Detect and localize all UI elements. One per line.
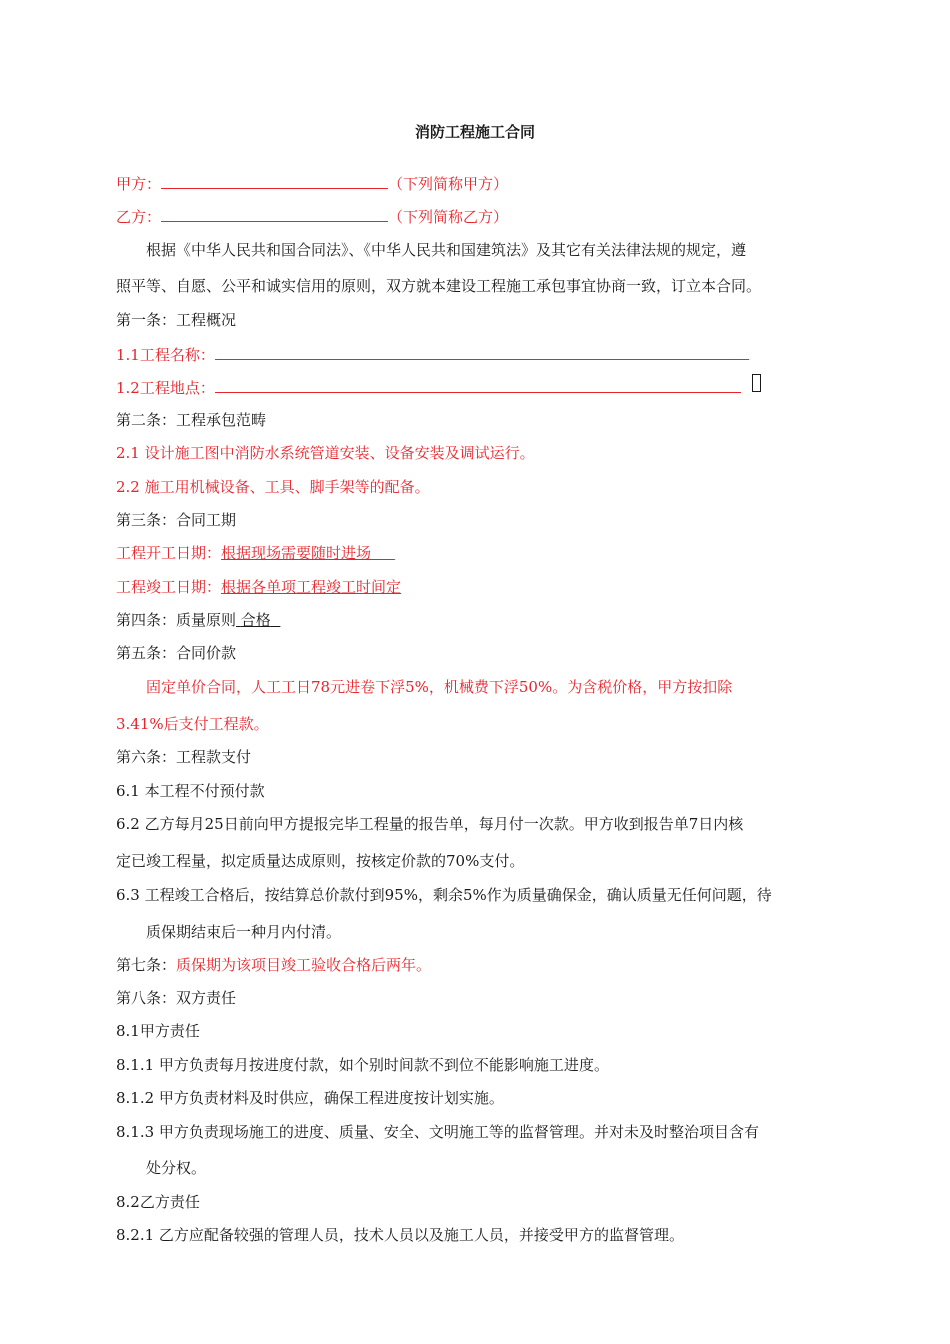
party-a-label: 甲方： [116,175,162,193]
art5-line-2: 3.41%后支付工程款。 [116,715,269,733]
party-a-duty-2: 8.1.2 甲方负责材料及时供应，确保工程进度按计划实施。 [116,1089,504,1107]
project-location-blank [215,376,741,393]
party-b-line [116,205,508,227]
party-b-label: 乙方： [116,208,162,226]
art5-line-1: 固定单价合同，人工工日78元进卷下浮5%，机械费下浮50%。为含税价格，甲方按扣除 [146,678,733,696]
art4-heading: 第四条：质量原则 [116,611,237,629]
project-name-label: 1.1工程名称： [116,346,215,364]
intro-line-1: 根据《中华人民共和国合同法》、《中华人民共和国建筑法》及其它有关法律法规的规定，遵 [146,241,747,259]
art6-item3-line-1: 6.3 工程竣工合格后，按结算总价款付到95%，剩余5%作为质量确保金，确认质量无任何问题，待 [116,886,772,904]
start-date-label: 工程开工日期： [116,544,222,562]
end-date-line [116,577,401,597]
art7-label: 第七条： [116,956,177,974]
art2-item2: 2.2 施工用机械设备、工具、脚手架等的配备。 [116,478,430,496]
art7-line [116,955,431,975]
party-b-note: （下列简称乙方） [388,208,509,226]
art2-item1: 2.1 设计施工图中消防水系统管道安装、设备安装及调试运行。 [116,444,535,462]
art8-heading: 第八条：双方责任 [116,989,237,1007]
quality-value: 合格 [240,611,271,629]
intro-line-2: 照平等、自愿、公平和诚实信用的原则，双方就本建设工程施工承包事宜协商一致，订立本合同。 [116,277,762,295]
art6-item2-line-2: 定已竣工程量，拟定质量达成原则，按核定价款的70%支付。 [116,852,525,870]
party-b-duty-1: 8.2.1 乙方应配备较强的管理人员，技术人员以及施工人员，并接受甲方的监督管理。 [116,1226,684,1244]
art5-heading: 第五条：合同价款 [116,644,237,662]
art7-text: 质保期为该项目竣工验收合格后两年。 [176,956,432,974]
project-location-label: 1.2工程地点： [116,379,215,397]
art6-item1: 6.1 本工程不付预付款 [116,782,265,800]
document-title: 消防工程施工合同 [414,123,535,141]
party-a-duty-3-line-1: 8.1.3 甲方负责现场施工的进度、质量、安全、文明施工等的监督管理。并对未及时整治项目含有 [116,1123,759,1141]
art2-heading: 第二条：工程承包范畴 [116,411,267,429]
party-b-duties-heading: 8.2乙方责任 [116,1193,200,1211]
text-cursor-box [752,374,761,392]
end-date-label: 工程竣工日期： [116,578,222,596]
party-a-duties-heading: 8.1甲方责任 [116,1022,200,1040]
project-name-blank [215,343,749,360]
art1-item2-line [116,376,741,398]
party-a-duty-3-line-2: 处分权。 [146,1159,207,1177]
art4-line [116,610,280,630]
start-date-value: 根据现场需要随时进场 [221,544,372,562]
party-a-line [116,172,508,194]
party-a-blank [161,172,388,189]
art1-item1-line [116,343,749,365]
end-date-value: 根据各单项工程竣工时间定 [221,578,402,596]
art6-heading: 第六条：工程款支付 [116,748,252,766]
art6-item3-line-2: 质保期结束后一种月内付清。 [146,923,342,941]
party-b-blank [161,205,388,222]
art3-heading: 第三条：合同工期 [116,511,237,529]
party-a-duty-1: 8.1.1 甲方负责每月按进度付款，如个别时间款不到位不能影响施工进度。 [116,1056,609,1074]
party-a-note: （下列简称甲方） [388,175,509,193]
start-date-line [116,543,395,563]
art6-item2-line-1: 6.2 乙方每月25日前向甲方提报完毕工程量的报告单，每月付一次款。甲方收到报告单7日内核 [116,815,744,833]
art1-heading: 第一条：工程概况 [116,311,237,329]
